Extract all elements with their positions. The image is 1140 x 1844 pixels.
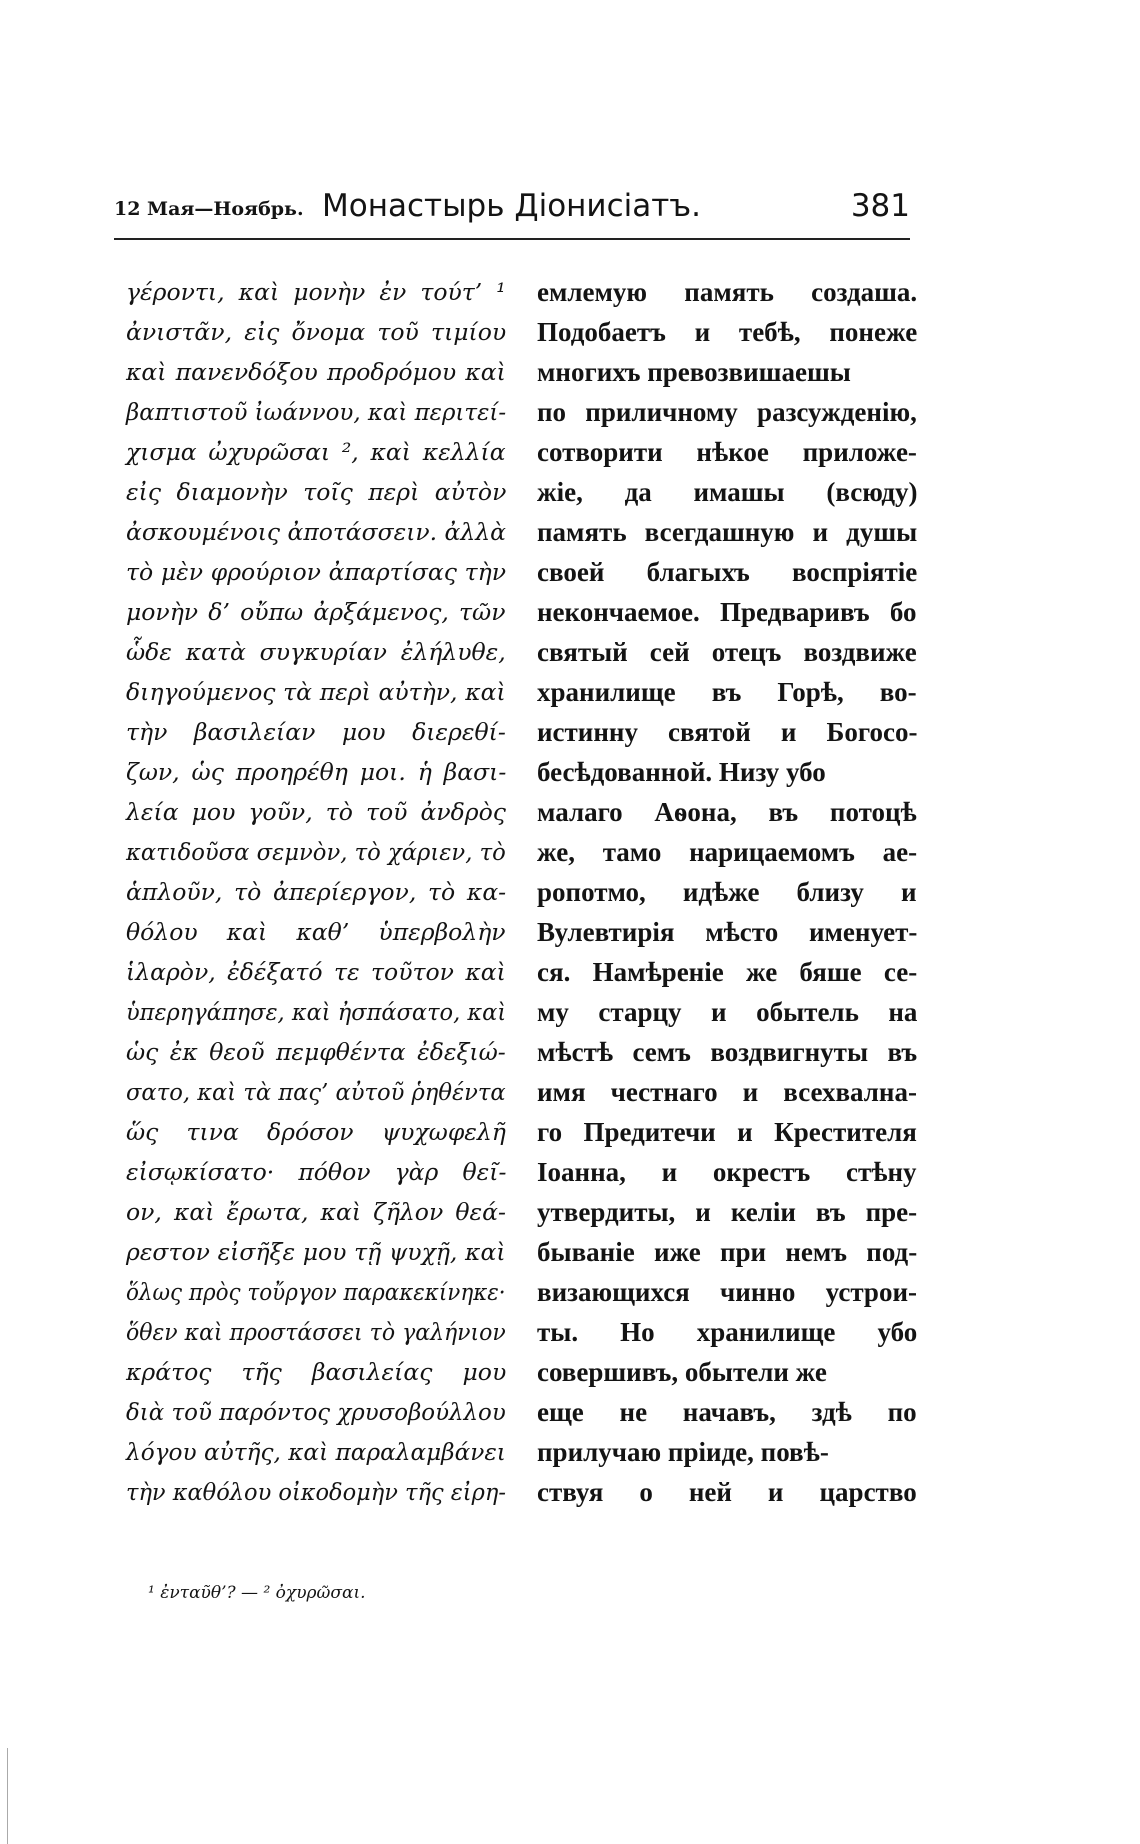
slavonic-text-line: бесѣдованной. Низу убо <box>537 757 826 787</box>
greek-text-line: χισμα ὠχυρῶσαι ², καὶ κελλία <box>126 438 506 466</box>
greek-text-line: κράτος τῆς βασιλείας μου <box>126 1358 507 1386</box>
greek-text-line: σατο, καὶ τὰ πας’ αὐτοῦ ῥηθέντα <box>126 1078 506 1106</box>
greek-text-line: γέροντι, καὶ μονὴν ἐν τούτ’ ¹ <box>126 278 506 306</box>
greek-text-line: ἁπλοῦν, τὸ ἀπερίεργον, τὸ κα- <box>126 878 507 906</box>
slavonic-text-line: го Предитечи и Крестителя <box>537 1117 917 1147</box>
greek-text-line: ὥς τινα δρόσον ψυχωφελῆ <box>126 1118 506 1146</box>
greek-text-line: ἀσκουμένοις ἀποτάσσειν. ἀλλὰ <box>126 518 506 546</box>
slavonic-text-line: совершивъ, обытели же <box>537 1357 827 1387</box>
greek-text-line: κατιδοῦσα σεμνὸν, τὸ χάριεν, τὸ <box>126 838 506 866</box>
slavonic-text-line: еще не начавъ, здѣ по <box>537 1397 917 1427</box>
greek-text-line: τὴν βασιλείαν μου διερεθί- <box>126 718 506 746</box>
greek-text-line: ον, καὶ ἔρωτα, καὶ ζῆλον θεά- <box>126 1198 506 1226</box>
slavonic-text-line: прилучаю пріиде, повѣ- <box>537 1437 829 1467</box>
greek-text-line: εἰσῳκίσατο· πόθον γὰρ θεῖ- <box>126 1158 507 1186</box>
slavonic-text-line: же, тамо нарицаемомъ ae- <box>537 837 918 867</box>
greek-text-line: εἰς διαμονὴν τοῖς περὶ αὐτὸν <box>126 478 507 506</box>
greek-text-line: βαπτιστοῦ ἰωάννου, καὶ περιτεί- <box>126 398 507 426</box>
greek-text-line: ζων, ὡς προηρέθη μοι. ἡ βασι- <box>126 758 507 786</box>
slavonic-text-line: му старцу и обытель на <box>537 997 918 1027</box>
slavonic-text-line: ты. Но хранилище убо <box>537 1317 918 1347</box>
greek-text-line: θόλου καὶ καθ’ ὑπερβολὴν <box>126 918 506 946</box>
running-header <box>114 188 910 238</box>
greek-text-line: ὧδε κατὰ συγκυρίαν ἐλήλυθε, <box>126 638 506 666</box>
slavonic-text-line: некончаемое. Предваривъ бо <box>537 597 917 627</box>
slavonic-text-line: хранилище въ Горѣ, во- <box>537 677 917 707</box>
slavonic-text-line: ропотмо, идѣже близу и <box>537 877 917 907</box>
slavonic-text-line: имя честнаго и всехвална- <box>537 1077 917 1107</box>
slavonic-text-line: мѣстѣ семъ воздвигнуты въ <box>537 1037 918 1067</box>
slavonic-text-line: святый сей отецъ воздвиже <box>537 637 917 667</box>
slavonic-text-line: память всегдашную и душы <box>537 517 918 547</box>
slavonic-text-line: утвердиты, и келіи въ пре- <box>537 1197 918 1227</box>
greek-text-line: καὶ πανενδόξου προδρόμου καὶ <box>126 358 506 386</box>
slavonic-text-line: жіе, да имашы (всюду) <box>537 477 918 507</box>
greek-text-line: ἀνιστᾶν, εἰς ὄνομα τοῦ τιμίου <box>126 318 507 346</box>
slavonic-text-line: бываніе иже при немъ под- <box>537 1237 918 1267</box>
slavonic-text-line: Подобаетъ и тебѣ, понеже <box>537 317 918 347</box>
greek-text-line: ὅλως πρὸς τοὔργον παρακεκίνηκε· <box>126 1278 506 1306</box>
greek-text-line: διηγούμενος τὰ περὶ αὐτὴν, καὶ <box>126 678 506 706</box>
greek-text-line: ὑπερηγάπησε, καὶ ἠσπάσατο, καὶ <box>126 998 507 1026</box>
slavonic-text-line: многихъ превозвишаешы <box>537 357 851 387</box>
header-rule <box>114 238 910 240</box>
slavonic-text-line: по приличному разсужденію, <box>537 397 917 427</box>
slavonic-text-line: сотворити нѣкое приложе- <box>537 437 917 467</box>
header-date-range: 12 Мая—Ноябрь. <box>114 198 304 220</box>
slavonic-text-line: своей благыхъ воспріятіе <box>537 557 918 587</box>
greek-text-line: λόγου αὐτῆς, καὶ παραλαμβάνει <box>126 1438 506 1466</box>
slavonic-text-line: емлемую память создаша. <box>537 277 918 307</box>
greek-text-line: ἱλαρὸν, ἐδέξατό τε τοῦτον καὶ <box>126 958 506 986</box>
greek-text-line: διὰ τοῦ παρόντος χρυσοβούλλου <box>126 1398 506 1426</box>
page-number: 381 <box>850 188 910 224</box>
slavonic-text-line: малаго Аѳона, въ потоцѣ <box>537 797 917 827</box>
slavonic-text-line: истинну святой и Богосо- <box>537 717 918 747</box>
greek-text-line: τὴν καθόλου οἰκοδομὴν τῆς εἰρη- <box>126 1478 506 1506</box>
header-title: Монастырь Діонисіатъ. <box>322 188 702 224</box>
slavonic-text-line: ся. Намѣреніе же бяше се- <box>537 957 918 987</box>
greek-text-line: τὸ μὲν φρούριον ἀπαρτίσας τὴν <box>126 558 507 586</box>
greek-text-line: μονὴν δ’ οὔπω ἀρξάμενος, τῶν <box>126 598 506 626</box>
slavonic-text-line: визающихся чинно устрои- <box>537 1277 917 1307</box>
slavonic-text-line: Вулевтирія мѣсто именует- <box>537 917 918 947</box>
greek-text-line: ὡς ἐκ θεοῦ πεμφθέντα ἐδεξιώ- <box>126 1038 506 1066</box>
slavonic-text-line: ствуя о ней и царство <box>537 1477 917 1507</box>
margin-line <box>7 1748 8 1844</box>
greek-text-line: ὅθεν καὶ προστάσσει τὸ γαλήνιον <box>126 1318 506 1346</box>
slavonic-text-line: Іоанна, и окрестъ стѣну <box>537 1157 917 1187</box>
footnotes: ¹ ἐνταῦθ’? — ² ὀχυρῶσαι. <box>148 1583 366 1603</box>
greek-text-line: λεία μου γοῦν, τὸ τοῦ ἀνδρὸς <box>126 798 506 826</box>
greek-text-line: ρεστον εἰσῆξε μου τῇ ψυχῇ, καὶ <box>126 1238 506 1266</box>
